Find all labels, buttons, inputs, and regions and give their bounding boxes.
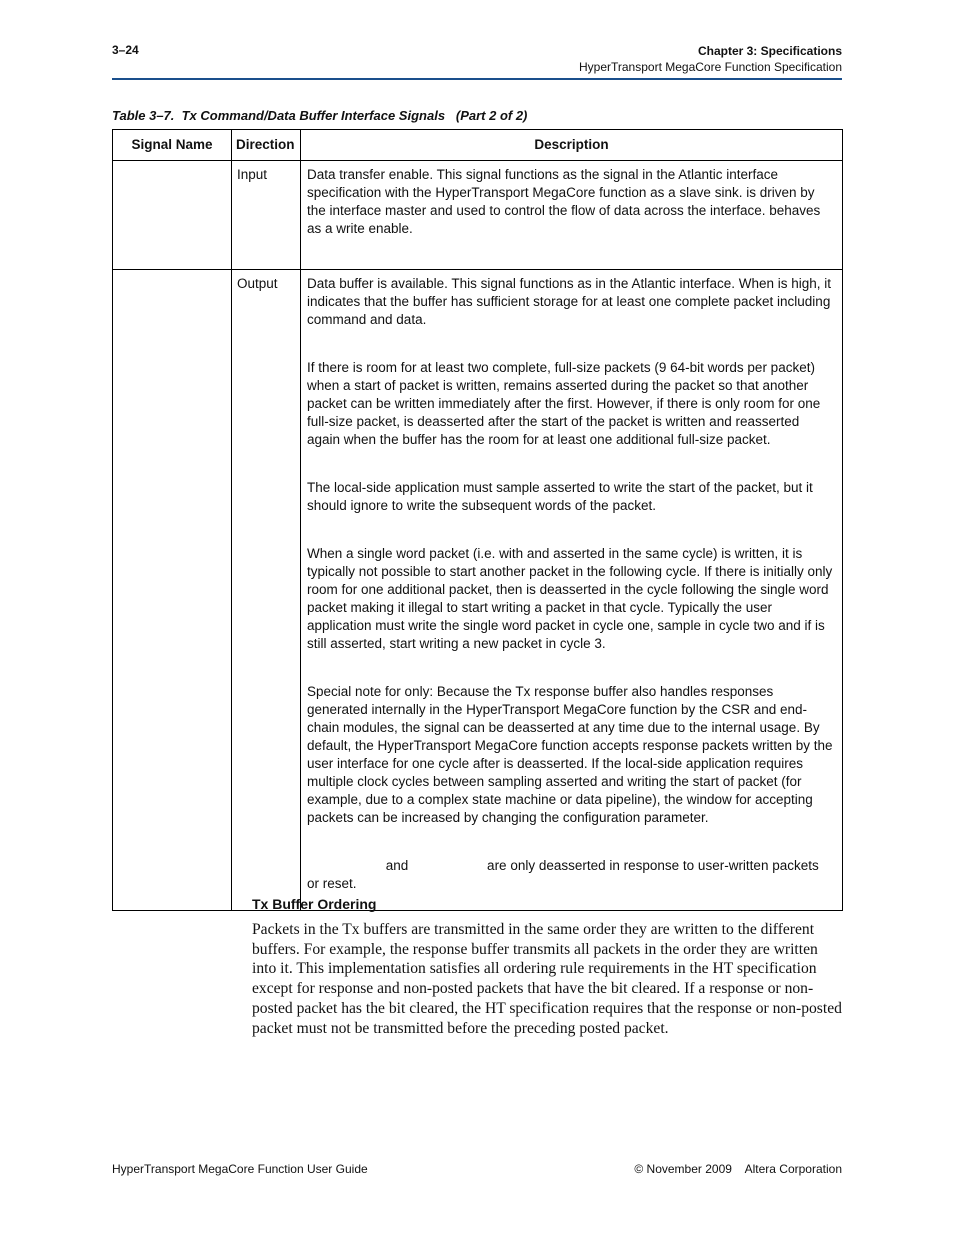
signals-table xyxy=(112,129,843,911)
page-number: 3–24 xyxy=(112,43,139,57)
description-paragraph: The local-side application must sample asserted to write the start of the packet, but it should ignore to write the subsequent words of the packet. xyxy=(307,480,813,513)
section-title: HyperTransport MegaCore Function Specification xyxy=(578,60,842,74)
column-header-signal-name: Signal Name xyxy=(113,130,232,161)
table-row xyxy=(113,270,843,911)
section-heading: Tx Buffer Ordering xyxy=(252,896,377,912)
running-header xyxy=(579,43,842,75)
description-paragraph: Data transfer enable. This signal functions as the signal in the Atlantic interface specification with the HyperTransport MegaCore function as a slave sink. is driven by the interface master and used to control the flow of data across the interface. behaves as a write enable. xyxy=(307,167,821,236)
signal-name-cell xyxy=(113,270,232,911)
footer-company: Altera Corporation xyxy=(744,1162,842,1176)
description-paragraph: and are only deasserted in response to user-written packets or reset. xyxy=(307,858,823,891)
description-cell xyxy=(301,161,843,270)
direction-cell: Output xyxy=(232,270,301,911)
footer-guide-title: HyperTransport MegaCore Function User Guide xyxy=(112,1162,368,1176)
description-paragraph: Special note for only: Because the Tx response buffer also handles responses generated internally in the HyperTransport MegaCore function by the CSR and end-chain modules, the signal can be deasserted at any time due to the internal usage. By default, the HyperTransport MegaCore function accepts response packets written by the user interface for one cycle after is deasserted. If the local-side application requires multiple clock cycles between sampling asserted and writing the start of packet (for example, due to a complex state machine or data pipeline), the window for accepting packets can be increased by changing the configuration parameter. xyxy=(307,684,833,825)
description-paragraph: Data buffer is available. This signal functions as in the Atlantic interface. When is high, it indicates that the buffer has sufficient storage for at least one complete packet including command and data. xyxy=(307,276,832,327)
column-header-description: Description xyxy=(301,130,843,161)
table-header-row xyxy=(113,130,843,161)
direction-cell: Input xyxy=(232,161,301,270)
chapter-title: Chapter 3: Specifications xyxy=(697,44,842,58)
table-row xyxy=(113,161,843,270)
signal-name-cell xyxy=(113,161,232,270)
table-caption: Table 3–7. Tx Command/Data Buffer Interface Signals (Part 2 of 2) xyxy=(112,108,528,123)
description-paragraph: When a single word packet (i.e. with and asserted in the same cycle) is written, it is typically not possible to start another packet in the following cycle. If there is initially only room for one additional packet, then is deasserted in the cycle following the single word packet making it illegal to start writing a packet in that cycle. Typically the user application must write the single word packet in cycle one, sample in cycle two and if is still asserted, start writing a new packet in cycle 3. xyxy=(307,546,833,651)
section-body: Packets in the Tx buffers are transmitted in the same order they are written to the different buffers. For example, the response buffer transmits all packets in the order they are written into it. This implementation satisfies all ordering rule requirements in the HT specification except for response and non-posted packets that have the bit cleared. If a response or non-posted packet has the bit cleared, the HT specification requires that the response or non-posted packet must not be transmitted before the preceding posted packet. xyxy=(252,921,842,1037)
footer-date: © November 2009 xyxy=(634,1162,732,1176)
description-cell xyxy=(301,270,843,911)
footer-right xyxy=(634,1162,842,1176)
header-rule xyxy=(112,78,842,80)
description-paragraph: If there is room for at least two complete, full-size packets (9 64-bit words per packet) when a start of packet is written, remains asserted during the packet so that another packet can be written immediately after the first. However, if there is only room for one full-size packet, is deasserted after the start of the packet is written and reasserted again when the buffer has the room for at least one additional full-size packet. xyxy=(307,360,821,447)
column-header-direction: Direction xyxy=(232,130,301,161)
